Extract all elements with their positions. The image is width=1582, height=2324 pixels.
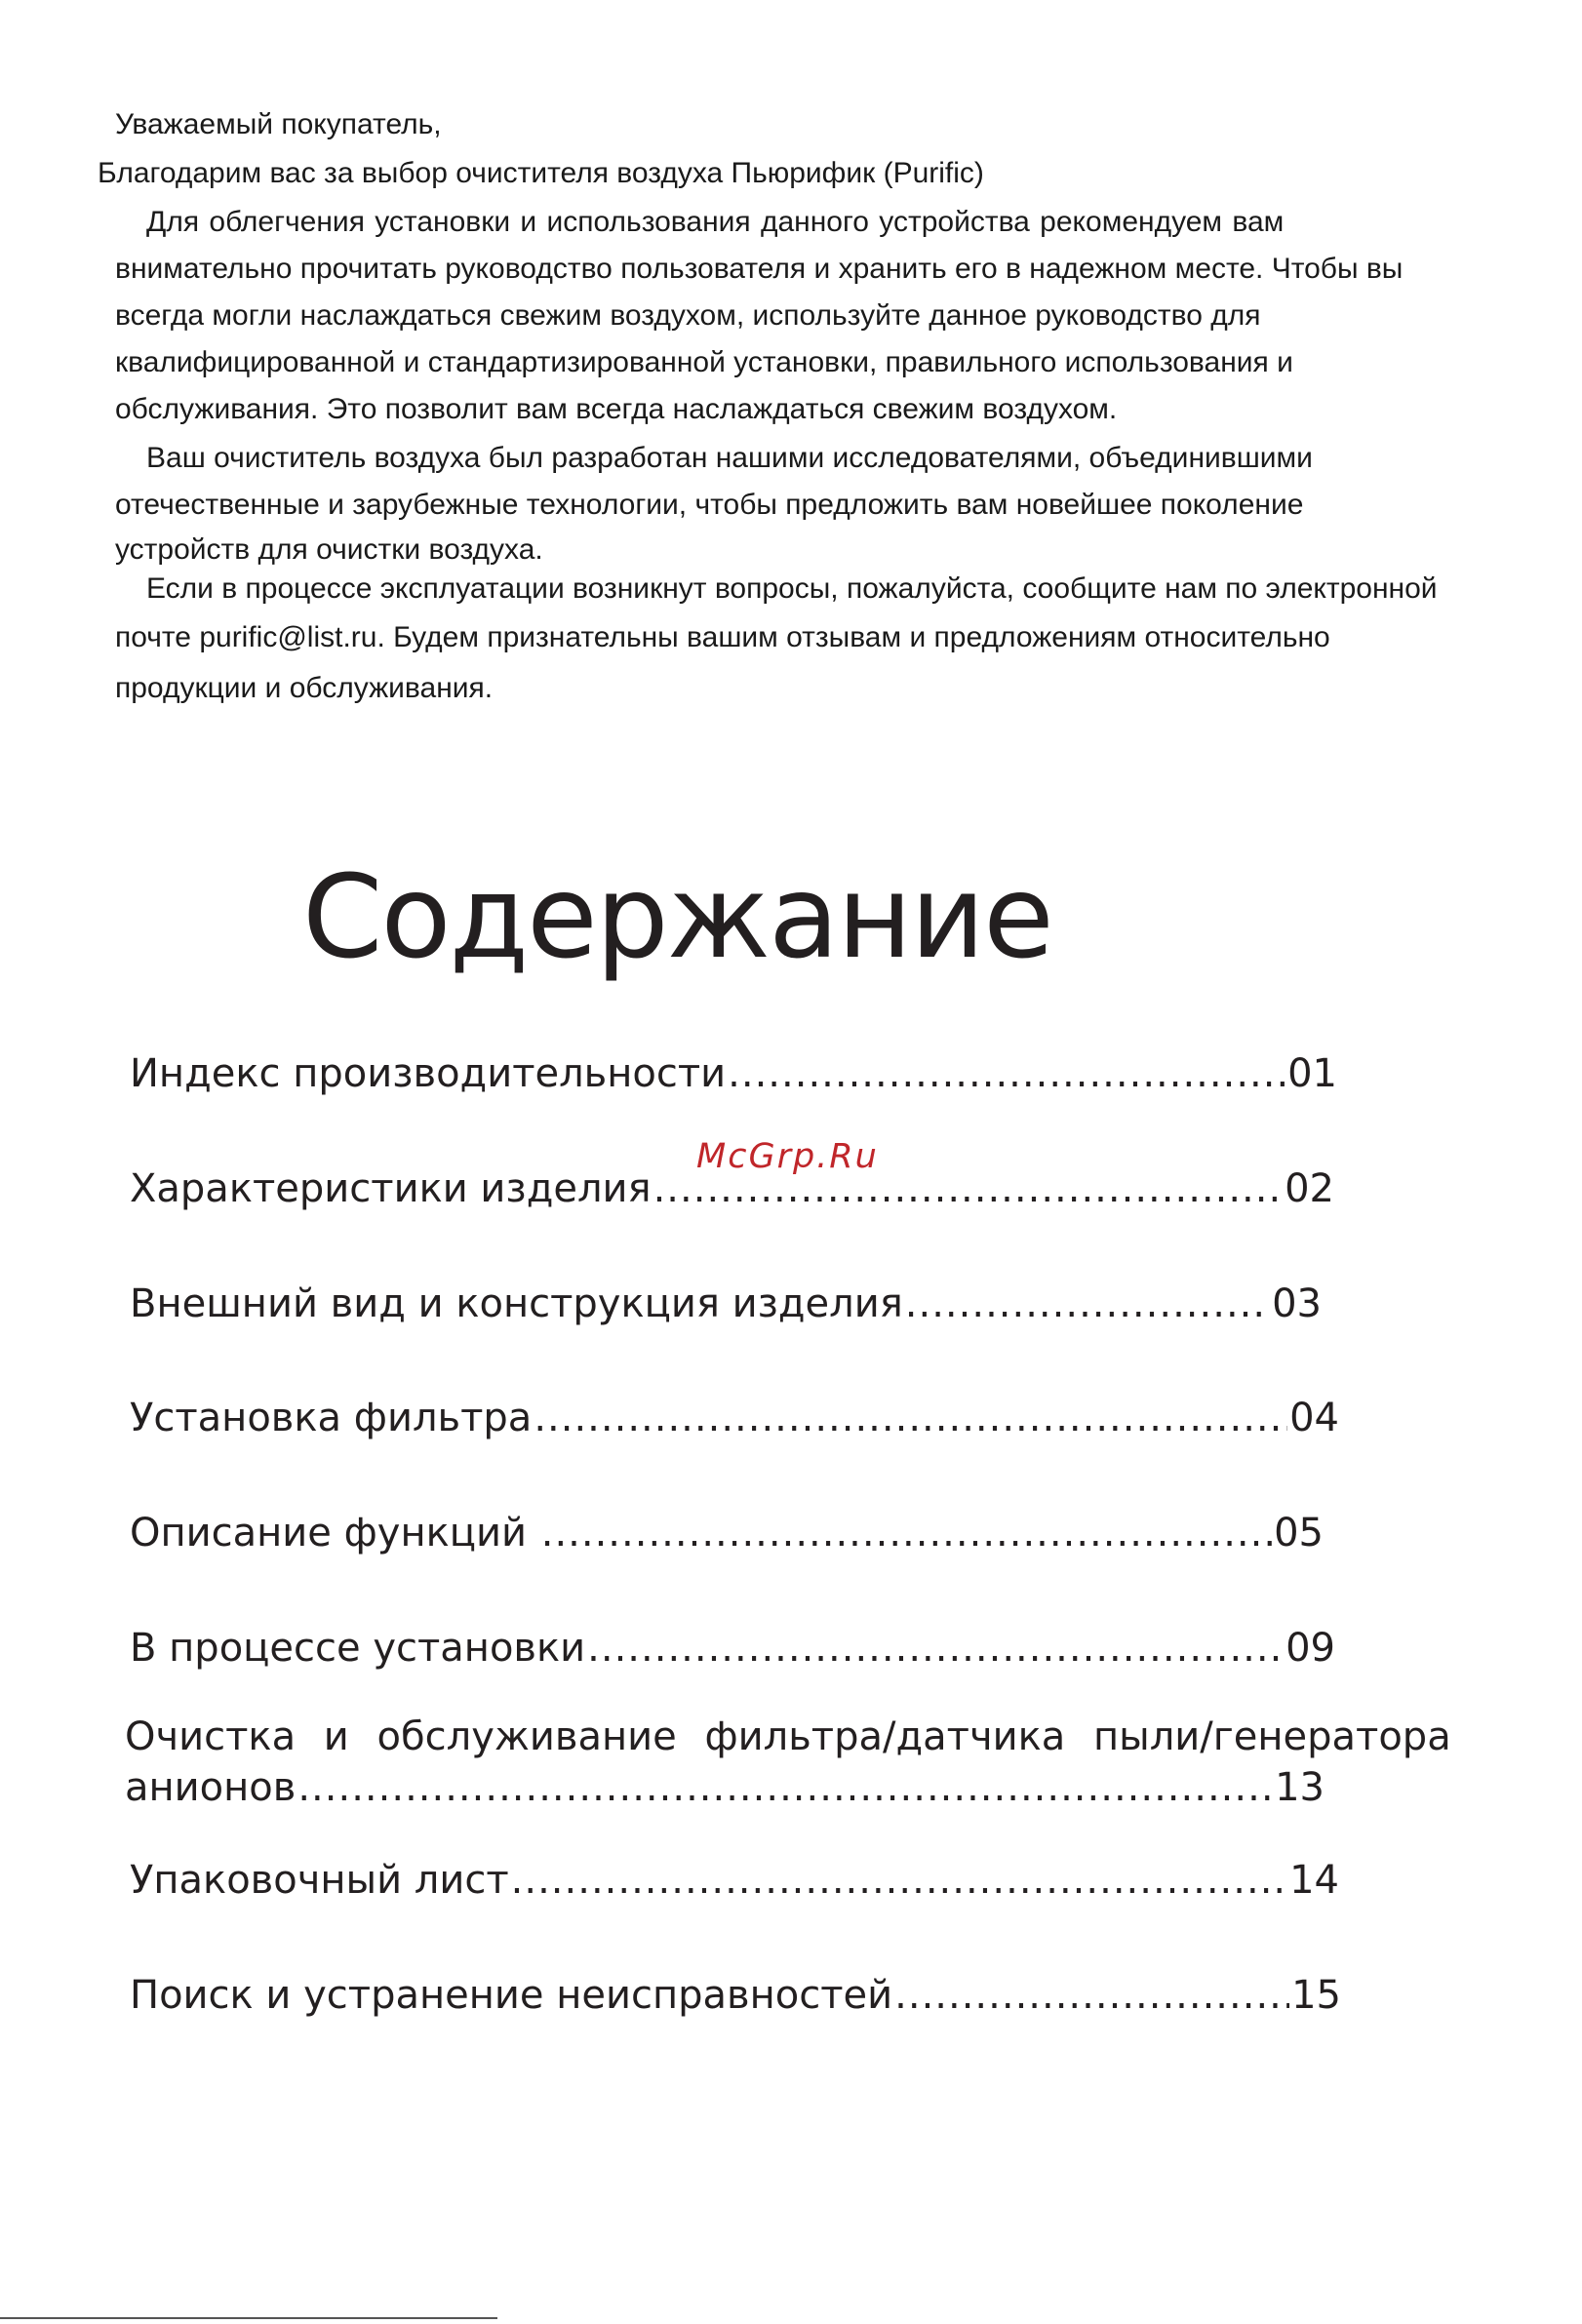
contents-title: Содержание <box>302 849 1052 984</box>
toc-entry-label: Внешний вид и конструкция изделия <box>130 1281 903 1326</box>
toc-entry-label: Очистка и обслуживание фильтра/датчика пыли/генератора <box>125 1714 1451 1759</box>
toc-entry[interactable] <box>130 1972 1341 2019</box>
letter-line: квалифицированной и стандартизированной установки, правильного использования и <box>115 346 1293 378</box>
toc-entry-label: Индекс производительности <box>130 1051 727 1096</box>
toc-entry[interactable] <box>125 1712 1451 1813</box>
toc-leader-dots <box>511 1857 1287 1904</box>
toc-leader-dots <box>905 1280 1270 1327</box>
toc-entry-page: 04 <box>1289 1396 1339 1440</box>
toc-entry-page: 14 <box>1289 1858 1339 1903</box>
toc-leader-dots <box>653 1165 1284 1212</box>
letter-line: Ваш очиститель воздуха был разработан нашими исследователями, объединившими <box>146 442 1313 474</box>
letter-line: устройств для очистки воздуха. <box>115 533 543 566</box>
toc-entry[interactable] <box>130 1395 1339 1441</box>
toc-entry-label: Описание функций <box>130 1511 539 1556</box>
toc-entry-label: Установка фильтра <box>130 1396 533 1440</box>
toc-entry-page: 13 <box>1275 1765 1325 1810</box>
toc-entry[interactable] <box>130 1857 1339 1904</box>
toc-leader-dots <box>297 1762 1273 1813</box>
toc-entry-label: Характеристики изделия <box>130 1166 652 1211</box>
footer-divider <box>0 2317 497 2319</box>
toc-entry-label: Поиск и устранение неисправностей <box>130 1973 893 2018</box>
toc-entry-page: 09 <box>1285 1626 1335 1671</box>
toc-entry-line <box>125 1762 1325 1813</box>
toc-entry-page: 03 <box>1272 1281 1322 1326</box>
toc-entry[interactable] <box>130 1625 1335 1672</box>
toc-entry[interactable] <box>130 1050 1337 1097</box>
letter-line: почте purific@list.ru. Будем признательны вашим отзывам и предложениям относительно <box>115 621 1330 653</box>
letter-greeting: Уважаемый покупатель, <box>115 108 442 140</box>
toc-leader-dots <box>728 1050 1285 1097</box>
letter-line: внимательно прочитать руководство пользователя и хранить его в надежном месте. Чтобы вы <box>115 253 1404 285</box>
letter-line: обслуживания. Это позволит вам всегда наслаждаться свежим воздухом. <box>115 393 1118 425</box>
toc-leader-dots <box>587 1625 1284 1672</box>
letter-line: продукции и обслуживания. <box>115 672 494 704</box>
toc-entry-label: В процессе установки <box>130 1626 586 1671</box>
toc-leader-dots <box>541 1510 1272 1556</box>
watermark: McGrp.Ru <box>696 1137 879 1176</box>
toc-entry-page: 01 <box>1287 1051 1337 1096</box>
toc-leader-dots <box>894 1972 1289 2019</box>
letter-line: отечественные и зарубежные технологии, чтобы предложить вам новейшее поколение <box>115 489 1304 521</box>
toc-entry-label: анионов <box>125 1765 297 1810</box>
toc-entry-label: Упаковочный лист <box>130 1858 509 1903</box>
letter-thanks: Благодарим вас за выбор очистителя воздуха Пьюрифик (Purific) <box>98 157 984 189</box>
toc-entry[interactable] <box>130 1510 1324 1556</box>
letter-line: Если в процессе эксплуатации возникнут вопросы, пожалуйста, сообщите нам по электронной <box>146 572 1438 605</box>
toc-entry-page: 02 <box>1285 1166 1334 1211</box>
letter-line: всегда могли наслаждаться свежим воздухом, используйте данное руководство для <box>115 299 1261 332</box>
toc-leader-dots <box>534 1395 1287 1441</box>
toc-entry[interactable] <box>130 1165 1334 1212</box>
letter-line: Для облегчения установки и использования данного устройства рекомендуем вам <box>146 206 1285 238</box>
toc-entry-page: 05 <box>1274 1511 1324 1556</box>
toc-entry[interactable] <box>130 1280 1322 1327</box>
toc-entry-page: 15 <box>1291 1973 1341 2018</box>
